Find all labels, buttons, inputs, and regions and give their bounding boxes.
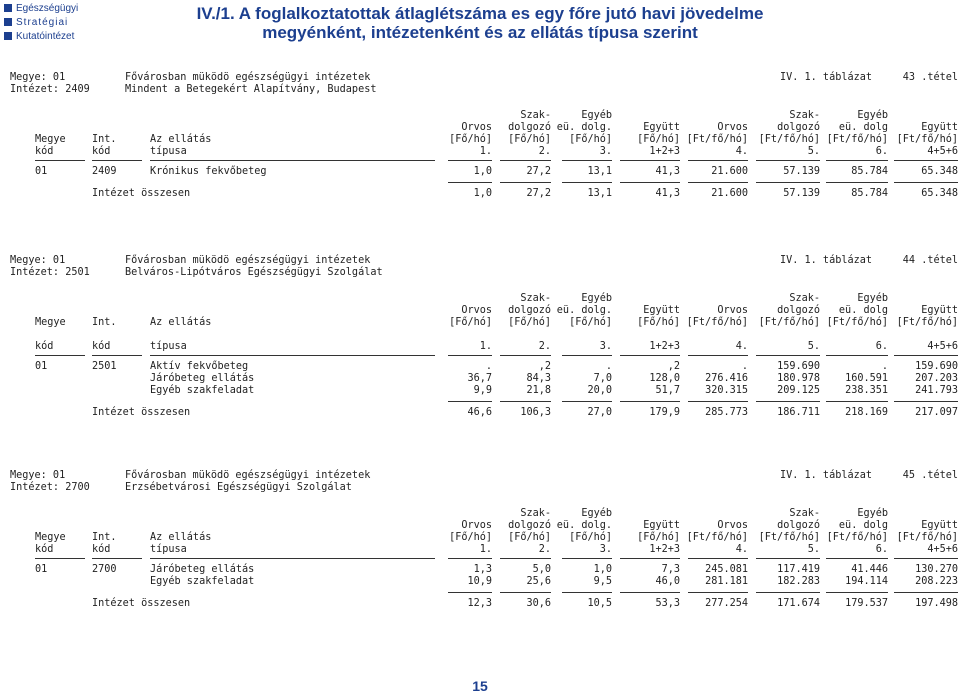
underline [826, 160, 888, 161]
col-header-kod: kód [92, 544, 111, 555]
underline [500, 355, 551, 356]
underline [150, 355, 435, 356]
row-value: 182.283 [777, 576, 820, 587]
underline [894, 592, 958, 593]
row-megye: 01 [35, 361, 48, 372]
col-header-index: 3. [599, 146, 612, 157]
total-value: 106,3 [520, 407, 551, 418]
logo [4, 3, 96, 45]
row-value: 159.690 [915, 361, 958, 372]
col-header-index: 4. [735, 341, 748, 352]
row-value: 85.784 [851, 166, 888, 177]
underline [500, 592, 551, 593]
col-header-unit: [Ft/fő/hó] [896, 134, 958, 145]
col-header-unit: [Ft/fő/hó] [896, 317, 958, 328]
row-value: 25,6 [526, 576, 551, 587]
col-header-kod: kód [35, 146, 54, 157]
intezet-name: Erzsébetvárosi Egészségügyi Szolgálat [125, 482, 352, 493]
col-header-index: 5. [807, 146, 820, 157]
col-header-unit: [Fő/hó] [508, 317, 551, 328]
col-header-unit: [Fő/hó] [569, 317, 612, 328]
underline [756, 558, 820, 559]
underline [35, 355, 85, 356]
underline [688, 401, 748, 402]
col-header-2: Orvos [717, 520, 748, 531]
col-header-kod: kód [92, 146, 111, 157]
row-value: 46,0 [655, 576, 680, 587]
col-header-index: 4+5+6 [927, 146, 958, 157]
megye-name: Fővárosban müködö egészségügyi intézetek [125, 72, 371, 83]
underline [756, 160, 820, 161]
underline [688, 592, 748, 593]
total-value: 27,2 [526, 188, 551, 199]
col-header-1: Szak- [520, 110, 551, 121]
intezet-name: Mindent a Betegekért Alapítvány, Budapest [125, 84, 377, 95]
logo-line: Kutatóintézet [16, 31, 75, 42]
row-value: 20,0 [587, 385, 612, 396]
col-header-unit: [Ft/fő/hó] [686, 134, 748, 145]
col-header-megye: Megye [35, 532, 66, 543]
col-header-unit: [Fő/hó] [569, 532, 612, 543]
underline [826, 182, 888, 183]
intezet-label: Intézet: 2409 [10, 84, 90, 95]
underline [92, 558, 142, 559]
total-value: 186.711 [777, 407, 820, 418]
row-value: 21.600 [711, 166, 748, 177]
table-ref: IV. 1. táblázat [780, 470, 873, 481]
row-value: 160.591 [845, 373, 888, 384]
underline [35, 558, 85, 559]
intezet-name: Belváros-Lipótváros Egészségügyi Szolgálat [125, 267, 383, 278]
row-int: 2700 [92, 564, 117, 575]
underline [562, 355, 612, 356]
col-header-2: eü. dolg. [556, 122, 612, 133]
col-header-tipusa: típusa [150, 341, 187, 352]
row-value: 276.416 [705, 373, 748, 384]
page-number: 15 [472, 678, 488, 694]
row-value: ,2 [538, 361, 551, 372]
col-header-1: Egyéb [581, 110, 612, 121]
underline [150, 160, 435, 161]
row-value: ,2 [667, 361, 680, 372]
underline [500, 160, 551, 161]
row-value: 41.446 [851, 564, 888, 575]
col-header-unit: [Ft/fő/hó] [758, 317, 820, 328]
col-header-int: Int. [92, 532, 117, 543]
row-value: 57.139 [783, 166, 820, 177]
underline [500, 558, 551, 559]
total-value: 171.674 [777, 598, 820, 609]
col-header-1: Szak- [520, 293, 551, 304]
total-label: Intézet összesen [92, 598, 191, 609]
total-value: 57.139 [783, 188, 820, 199]
col-header-1: Szak- [789, 110, 820, 121]
col-header-2: eü. dolg [838, 122, 888, 133]
col-header-index: 6. [875, 341, 888, 352]
logo-bar [4, 32, 12, 40]
col-header-unit: [Fő/hó] [508, 532, 551, 543]
row-type: Egyéb szakfeladat [150, 385, 255, 396]
underline [448, 592, 492, 593]
underline [562, 160, 612, 161]
col-header-1: Egyéb [857, 508, 888, 519]
col-header-index: 1+2+3 [649, 146, 680, 157]
underline [500, 401, 551, 402]
total-value: 13,1 [587, 188, 612, 199]
col-header-2: Együtt [643, 305, 680, 316]
underline [150, 558, 435, 559]
total-value: 179,9 [649, 407, 680, 418]
col-header-2: dolgozó [508, 520, 551, 531]
col-header-2: eü. dolg. [556, 520, 612, 531]
row-type: Járóbeteg ellátás [150, 373, 255, 384]
row-value: 9,5 [593, 576, 612, 587]
col-header-2: eü. dolg [838, 305, 888, 316]
total-value: 179.537 [845, 598, 888, 609]
intezet-label: Intézet: 2700 [10, 482, 90, 493]
row-value: . [741, 361, 748, 372]
col-header-unit: [Ft/fő/hó] [826, 317, 888, 328]
underline [448, 160, 492, 161]
col-header-unit: [Ft/fő/hó] [758, 532, 820, 543]
total-value: 21.600 [711, 188, 748, 199]
col-header-index: 2. [538, 544, 551, 555]
underline [562, 401, 612, 402]
col-header-2: dolgozó [508, 122, 551, 133]
col-header-2: Együtt [921, 520, 958, 531]
col-header-unit: [Fő/hó] [449, 532, 492, 543]
col-header-2: Együtt [921, 305, 958, 316]
col-header-index: 3. [599, 544, 612, 555]
row-megye: 01 [35, 564, 48, 575]
underline [688, 182, 748, 183]
col-header-unit: [Fő/hó] [508, 134, 551, 145]
total-value: 285.773 [705, 407, 748, 418]
col-header-unit: [Fő/hó] [449, 317, 492, 328]
col-header-index: 3. [599, 341, 612, 352]
col-header-index: 4+5+6 [927, 341, 958, 352]
row-value: 117.419 [777, 564, 820, 575]
col-header-index: 2. [538, 341, 551, 352]
col-header-index: 1+2+3 [649, 341, 680, 352]
underline [620, 558, 680, 559]
row-value: 207.203 [915, 373, 958, 384]
col-header-2: Orvos [461, 305, 492, 316]
underline [894, 182, 958, 183]
underline [448, 182, 492, 183]
col-header-unit: [Fő/hó] [569, 134, 612, 145]
total-value: 46,6 [467, 407, 492, 418]
col-header-2: Együtt [643, 122, 680, 133]
underline [448, 558, 492, 559]
col-header-index: 6. [875, 146, 888, 157]
col-header-2: eü. dolg. [556, 305, 612, 316]
total-value: 1,0 [473, 188, 492, 199]
underline [756, 355, 820, 356]
col-header-index: 4. [735, 544, 748, 555]
row-value: 5,0 [532, 564, 551, 575]
col-header-unit: [Ft/fő/hó] [686, 317, 748, 328]
megye-label: Megye: 01 [10, 470, 66, 481]
underline [562, 558, 612, 559]
col-header-index: 5. [807, 341, 820, 352]
logo-bar [4, 18, 12, 26]
row-value: 1,0 [473, 166, 492, 177]
total-value: 12,3 [467, 598, 492, 609]
col-header-megye: Megye [35, 317, 66, 328]
underline [620, 592, 680, 593]
row-value: 128,0 [649, 373, 680, 384]
underline [894, 401, 958, 402]
row-value: 208.223 [915, 576, 958, 587]
col-header-tipusa: típusa [150, 544, 187, 555]
col-header-1: Egyéb [857, 110, 888, 121]
total-value: 53,3 [655, 598, 680, 609]
underline [35, 160, 85, 161]
col-header-int: Int. [92, 134, 117, 145]
col-header-kod: kód [35, 544, 54, 555]
row-type: Járóbeteg ellátás [150, 564, 255, 575]
col-header-2: eü. dolg [838, 520, 888, 531]
row-int: 2409 [92, 166, 117, 177]
col-header-int: Int. [92, 317, 117, 328]
row-value: . [485, 361, 492, 372]
row-type: Aktív fekvőbeteg [150, 361, 249, 372]
page-title [170, 4, 790, 42]
megye-label: Megye: 01 [10, 72, 66, 83]
col-header-unit: [Ft/fő/hó] [826, 134, 888, 145]
col-header-tipusa: típusa [150, 146, 187, 157]
underline [756, 592, 820, 593]
underline [92, 160, 142, 161]
row-value: . [605, 361, 612, 372]
underline [756, 401, 820, 402]
row-megye: 01 [35, 166, 48, 177]
col-header-2: dolgozó [777, 305, 820, 316]
total-label: Intézet összesen [92, 407, 191, 418]
col-header-index: 1. [479, 341, 492, 352]
underline [826, 355, 888, 356]
row-value: 180.978 [777, 373, 820, 384]
total-value: 10,5 [587, 598, 612, 609]
total-value: 27,0 [587, 407, 612, 418]
row-value: 36,7 [467, 373, 492, 384]
col-header-2: Orvos [461, 520, 492, 531]
row-value: 21,8 [526, 385, 551, 396]
total-value: 218.169 [845, 407, 888, 418]
underline [448, 401, 492, 402]
col-header-kod: kód [35, 341, 54, 352]
underline [620, 401, 680, 402]
row-value: 84,3 [526, 373, 551, 384]
underline [894, 558, 958, 559]
total-value: 277.254 [705, 598, 748, 609]
row-value: 7,3 [661, 564, 680, 575]
underline [688, 558, 748, 559]
logo-line: Stratégiai [16, 17, 69, 28]
table-ref: IV. 1. táblázat [780, 72, 873, 83]
underline [500, 182, 551, 183]
row-value: 13,1 [587, 166, 612, 177]
col-header-2: dolgozó [777, 122, 820, 133]
underline [620, 160, 680, 161]
row-value: 245.081 [705, 564, 748, 575]
col-header-ellatas: Az ellátás [150, 134, 212, 145]
col-header-unit: [Fő/hó] [637, 134, 680, 145]
tetel-ref: 44 .tétel [902, 255, 958, 266]
total-value: 197.498 [915, 598, 958, 609]
underline [620, 355, 680, 356]
underline [562, 592, 612, 593]
row-value: 10,9 [467, 576, 492, 587]
col-header-1: Egyéb [581, 508, 612, 519]
col-header-unit: [Ft/fő/hó] [826, 532, 888, 543]
row-value: 130.270 [915, 564, 958, 575]
col-header-1: Szak- [520, 508, 551, 519]
total-value: 85.784 [851, 188, 888, 199]
logo-bar [4, 4, 12, 12]
underline [620, 182, 680, 183]
total-label: Intézet összesen [92, 188, 191, 199]
col-header-1: Szak- [789, 293, 820, 304]
underline [826, 401, 888, 402]
underline [562, 182, 612, 183]
row-value: 320.315 [705, 385, 748, 396]
underline [894, 160, 958, 161]
row-int: 2501 [92, 361, 117, 372]
row-value: 241.793 [915, 385, 958, 396]
col-header-unit: [Fő/hó] [449, 134, 492, 145]
tetel-ref: 43 .tétel [902, 72, 958, 83]
col-header-ellatas: Az ellátás [150, 317, 212, 328]
logo-line: Egészségügyi [16, 3, 79, 14]
row-value: 281.181 [705, 576, 748, 587]
col-header-index: 1. [479, 544, 492, 555]
col-header-index: 1. [479, 146, 492, 157]
col-header-unit: [Fő/hó] [637, 317, 680, 328]
col-header-ellatas: Az ellátás [150, 532, 212, 543]
megye-label: Megye: 01 [10, 255, 66, 266]
title-line-2: megyénként, intézetenként és az ellátás típusa szerint [262, 23, 698, 42]
total-value: 30,6 [526, 598, 551, 609]
col-header-unit: [Fő/hó] [637, 532, 680, 543]
col-header-unit: [Ft/fő/hó] [686, 532, 748, 543]
row-value: 9,9 [473, 385, 492, 396]
intezet-label: Intézet: 2501 [10, 267, 90, 278]
title-line-1: IV./1. A foglalkoztatottak átlaglétszáma es egy főre jutó havi jövedelme [196, 4, 764, 23]
col-header-2: Orvos [717, 305, 748, 316]
underline [688, 355, 748, 356]
col-header-2: Együtt [643, 520, 680, 531]
underline [894, 355, 958, 356]
underline [448, 355, 492, 356]
col-header-index: 4+5+6 [927, 544, 958, 555]
row-value: 194.114 [845, 576, 888, 587]
row-value: 209.125 [777, 385, 820, 396]
underline [92, 355, 142, 356]
row-value: 41,3 [655, 166, 680, 177]
col-header-megye: Megye [35, 134, 66, 145]
col-header-2: dolgozó [777, 520, 820, 531]
row-value: . [881, 361, 888, 372]
col-header-1: Egyéb [857, 293, 888, 304]
col-header-index: 1+2+3 [649, 544, 680, 555]
underline [688, 160, 748, 161]
col-header-unit: [Ft/fő/hó] [896, 532, 958, 543]
row-value: 27,2 [526, 166, 551, 177]
megye-name: Fővárosban müködö egészségügyi intézetek [125, 470, 371, 481]
col-header-2: Orvos [461, 122, 492, 133]
row-type: Egyéb szakfeladat [150, 576, 255, 587]
col-header-kod: kód [92, 341, 111, 352]
row-type: Krónikus fekvőbeteg [150, 166, 267, 177]
row-value: 1,0 [593, 564, 612, 575]
col-header-1: Egyéb [581, 293, 612, 304]
total-value: 65.348 [921, 188, 958, 199]
total-value: 41,3 [655, 188, 680, 199]
table-ref: IV. 1. táblázat [780, 255, 873, 266]
row-value: 65.348 [921, 166, 958, 177]
col-header-index: 5. [807, 544, 820, 555]
row-value: 159.690 [777, 361, 820, 372]
row-value: 7,0 [593, 373, 612, 384]
col-header-2: Együtt [921, 122, 958, 133]
underline [756, 182, 820, 183]
row-value: 1,3 [473, 564, 492, 575]
row-value: 238.351 [845, 385, 888, 396]
underline [826, 558, 888, 559]
megye-name: Fővárosban müködö egészségügyi intézetek [125, 255, 371, 266]
col-header-index: 2. [538, 146, 551, 157]
col-header-index: 4. [735, 146, 748, 157]
total-value: 217.097 [915, 407, 958, 418]
col-header-index: 6. [875, 544, 888, 555]
row-value: 51,7 [655, 385, 680, 396]
col-header-2: Orvos [717, 122, 748, 133]
underline [826, 592, 888, 593]
col-header-1: Szak- [789, 508, 820, 519]
col-header-2: dolgozó [508, 305, 551, 316]
tetel-ref: 45 .tétel [902, 470, 958, 481]
col-header-unit: [Ft/fő/hó] [758, 134, 820, 145]
